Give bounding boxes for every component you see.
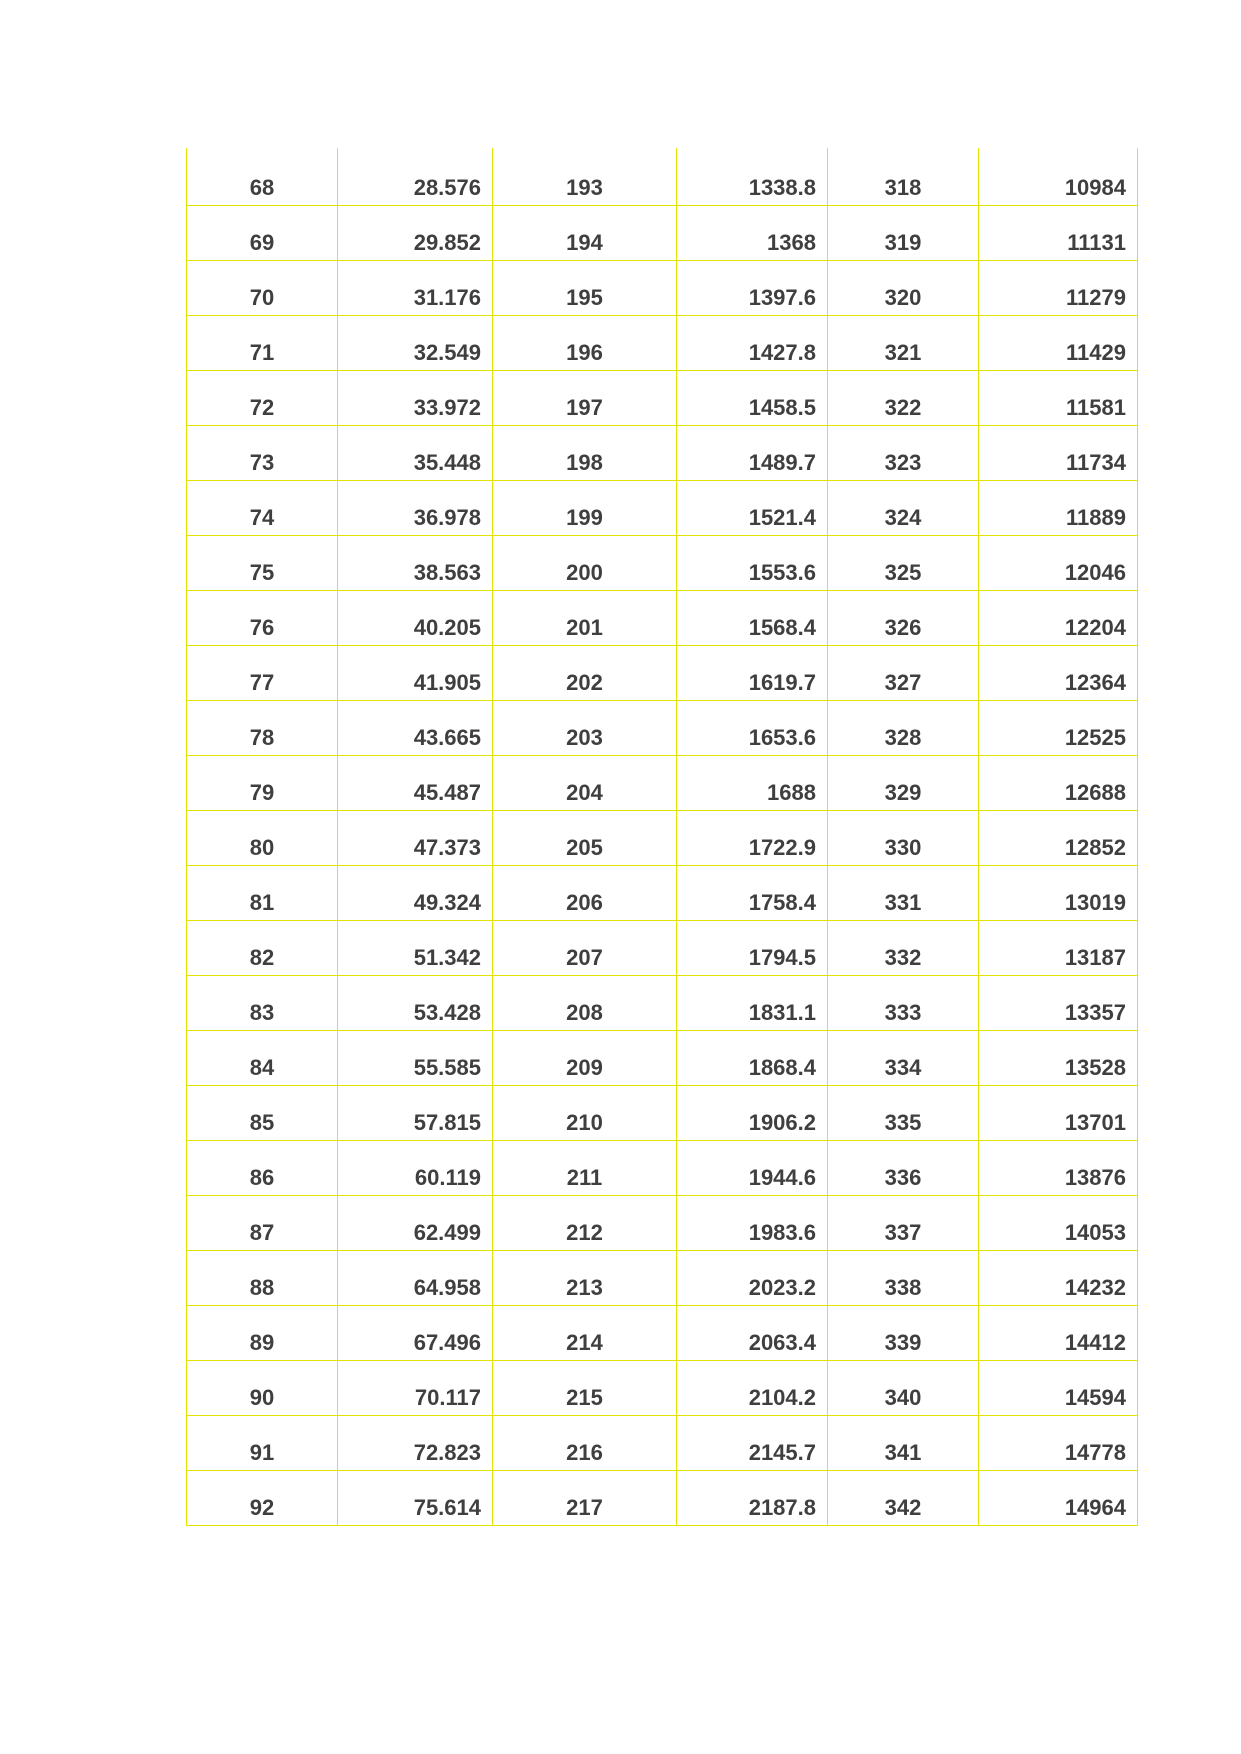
table-cell-col-f: 11131	[979, 205, 1138, 260]
table-cell-col-d: 2023.2	[677, 1250, 828, 1305]
table-cell-col-b: 47.373	[338, 810, 493, 865]
table-body	[187, 148, 1138, 1525]
table-cell-col-e: 330	[828, 810, 979, 865]
table-cell-col-c: 198	[493, 425, 677, 480]
table-cell-col-f: 11279	[979, 260, 1138, 315]
table-cell-col-e: 328	[828, 700, 979, 755]
table-cell-col-c: 203	[493, 700, 677, 755]
table-cell-col-d: 1489.7	[677, 425, 828, 480]
table-cell-col-e: 335	[828, 1085, 979, 1140]
table-cell-col-e: 340	[828, 1360, 979, 1415]
table-row	[187, 1085, 1138, 1140]
table-cell-col-d: 1868.4	[677, 1030, 828, 1085]
table-cell-col-b: 49.324	[338, 865, 493, 920]
table-cell-col-c: 194	[493, 205, 677, 260]
table-cell-col-f: 13876	[979, 1140, 1138, 1195]
table-cell-col-a: 82	[187, 920, 338, 975]
table-row	[187, 1250, 1138, 1305]
table-cell-col-c: 206	[493, 865, 677, 920]
table-cell-col-b: 40.205	[338, 590, 493, 645]
table-cell-col-a: 89	[187, 1305, 338, 1360]
table-cell-col-a: 83	[187, 975, 338, 1030]
table-cell-col-f: 12688	[979, 755, 1138, 810]
table-cell-col-f: 11581	[979, 370, 1138, 425]
table-row	[187, 975, 1138, 1030]
table-cell-col-c: 193	[493, 148, 677, 205]
table-cell-col-d: 2187.8	[677, 1470, 828, 1525]
table-cell-col-e: 326	[828, 590, 979, 645]
table-cell-col-e: 327	[828, 645, 979, 700]
table-cell-col-c: 199	[493, 480, 677, 535]
table-cell-col-f: 12852	[979, 810, 1138, 865]
table-cell-col-d: 1619.7	[677, 645, 828, 700]
table-cell-col-c: 214	[493, 1305, 677, 1360]
table-cell-col-c: 208	[493, 975, 677, 1030]
table-cell-col-e: 320	[828, 260, 979, 315]
table-row	[187, 315, 1138, 370]
table-cell-col-e: 318	[828, 148, 979, 205]
table-cell-col-c: 197	[493, 370, 677, 425]
table-cell-col-d: 1553.6	[677, 535, 828, 590]
table-cell-col-f: 13019	[979, 865, 1138, 920]
table-row	[187, 535, 1138, 590]
table-cell-col-c: 201	[493, 590, 677, 645]
table-cell-col-d: 1427.8	[677, 315, 828, 370]
table-cell-col-f: 12046	[979, 535, 1138, 590]
table-cell-col-b: 45.487	[338, 755, 493, 810]
table-cell-col-d: 1338.8	[677, 148, 828, 205]
table-cell-col-f: 13528	[979, 1030, 1138, 1085]
table-cell-col-c: 216	[493, 1415, 677, 1470]
table-row	[187, 425, 1138, 480]
table-cell-col-c: 215	[493, 1360, 677, 1415]
table-cell-col-e: 329	[828, 755, 979, 810]
table-cell-col-b: 41.905	[338, 645, 493, 700]
table-cell-col-a: 73	[187, 425, 338, 480]
table-cell-col-a: 74	[187, 480, 338, 535]
table-cell-col-a: 72	[187, 370, 338, 425]
table-cell-col-b: 57.815	[338, 1085, 493, 1140]
table-cell-col-a: 77	[187, 645, 338, 700]
table-cell-col-b: 28.576	[338, 148, 493, 205]
table-cell-col-b: 60.119	[338, 1140, 493, 1195]
table-cell-col-b: 62.499	[338, 1195, 493, 1250]
table-cell-col-a: 68	[187, 148, 338, 205]
table-cell-col-e: 324	[828, 480, 979, 535]
table-row	[187, 1415, 1138, 1470]
table-cell-col-d: 1568.4	[677, 590, 828, 645]
table-cell-col-d: 1906.2	[677, 1085, 828, 1140]
table-cell-col-e: 336	[828, 1140, 979, 1195]
table-cell-col-b: 64.958	[338, 1250, 493, 1305]
table-cell-col-e: 331	[828, 865, 979, 920]
table-row	[187, 205, 1138, 260]
table-cell-col-d: 1458.5	[677, 370, 828, 425]
table-cell-col-b: 36.978	[338, 480, 493, 535]
table-cell-col-c: 207	[493, 920, 677, 975]
table-row	[187, 260, 1138, 315]
table-cell-col-b: 38.563	[338, 535, 493, 590]
table-row	[187, 1195, 1138, 1250]
table-cell-col-f: 14053	[979, 1195, 1138, 1250]
table-cell-col-b: 35.448	[338, 425, 493, 480]
table-cell-col-e: 342	[828, 1470, 979, 1525]
table-cell-col-a: 71	[187, 315, 338, 370]
table-cell-col-d: 1521.4	[677, 480, 828, 535]
table-row	[187, 370, 1138, 425]
table-cell-col-a: 81	[187, 865, 338, 920]
table-cell-col-b: 55.585	[338, 1030, 493, 1085]
table-cell-col-a: 92	[187, 1470, 338, 1525]
table-cell-col-e: 338	[828, 1250, 979, 1305]
table-cell-col-a: 91	[187, 1415, 338, 1470]
table-cell-col-e: 334	[828, 1030, 979, 1085]
table-row	[187, 1305, 1138, 1360]
table-cell-col-c: 195	[493, 260, 677, 315]
table-cell-col-f: 10984	[979, 148, 1138, 205]
table-cell-col-c: 212	[493, 1195, 677, 1250]
table-row	[187, 700, 1138, 755]
table-row	[187, 148, 1138, 205]
table-cell-col-f: 11889	[979, 480, 1138, 535]
table-cell-col-d: 1794.5	[677, 920, 828, 975]
table-cell-col-b: 67.496	[338, 1305, 493, 1360]
table-cell-col-d: 1758.4	[677, 865, 828, 920]
table-cell-col-f: 14594	[979, 1360, 1138, 1415]
table-cell-col-d: 1688	[677, 755, 828, 810]
table-cell-col-a: 85	[187, 1085, 338, 1140]
table-row	[187, 480, 1138, 535]
table-cell-col-e: 323	[828, 425, 979, 480]
table-row	[187, 590, 1138, 645]
table-cell-col-e: 337	[828, 1195, 979, 1250]
table-cell-col-d: 1983.6	[677, 1195, 828, 1250]
table-cell-col-a: 76	[187, 590, 338, 645]
table-cell-col-f: 13357	[979, 975, 1138, 1030]
table-cell-col-b: 43.665	[338, 700, 493, 755]
table-cell-col-f: 14964	[979, 1470, 1138, 1525]
table-row	[187, 1140, 1138, 1195]
table-cell-col-e: 319	[828, 205, 979, 260]
table-cell-col-b: 72.823	[338, 1415, 493, 1470]
table-row	[187, 865, 1138, 920]
table-cell-col-f: 11429	[979, 315, 1138, 370]
table-cell-col-f: 14778	[979, 1415, 1138, 1470]
table-cell-col-f: 12525	[979, 700, 1138, 755]
table-cell-col-d: 1831.1	[677, 975, 828, 1030]
table-cell-col-a: 84	[187, 1030, 338, 1085]
table-cell-col-c: 204	[493, 755, 677, 810]
table-cell-col-c: 196	[493, 315, 677, 370]
table-cell-col-a: 90	[187, 1360, 338, 1415]
table-cell-col-a: 69	[187, 205, 338, 260]
data-table	[186, 148, 1138, 1526]
table-row	[187, 755, 1138, 810]
table-cell-col-f: 11734	[979, 425, 1138, 480]
table-cell-col-c: 213	[493, 1250, 677, 1305]
table-cell-col-c: 217	[493, 1470, 677, 1525]
table-cell-col-f: 12204	[979, 590, 1138, 645]
table-cell-col-d: 1368	[677, 205, 828, 260]
table-cell-col-a: 80	[187, 810, 338, 865]
table-cell-col-e: 333	[828, 975, 979, 1030]
table-cell-col-a: 78	[187, 700, 338, 755]
table-row	[187, 645, 1138, 700]
table-cell-col-b: 33.972	[338, 370, 493, 425]
table-cell-col-d: 1397.6	[677, 260, 828, 315]
table-cell-col-b: 75.614	[338, 1470, 493, 1525]
table-row	[187, 1030, 1138, 1085]
table-cell-col-b: 53.428	[338, 975, 493, 1030]
table-cell-col-d: 2104.2	[677, 1360, 828, 1415]
table-cell-col-b: 70.117	[338, 1360, 493, 1415]
table-row	[187, 810, 1138, 865]
table-cell-col-e: 321	[828, 315, 979, 370]
table-cell-col-d: 2145.7	[677, 1415, 828, 1470]
table-cell-col-f: 13187	[979, 920, 1138, 975]
table-cell-col-c: 202	[493, 645, 677, 700]
table-cell-col-f: 13701	[979, 1085, 1138, 1140]
table-cell-col-a: 79	[187, 755, 338, 810]
table-cell-col-b: 32.549	[338, 315, 493, 370]
table-cell-col-a: 75	[187, 535, 338, 590]
table-cell-col-a: 86	[187, 1140, 338, 1195]
table-cell-col-c: 200	[493, 535, 677, 590]
table-cell-col-c: 209	[493, 1030, 677, 1085]
table-row	[187, 1470, 1138, 1525]
table-cell-col-f: 12364	[979, 645, 1138, 700]
table-cell-col-e: 322	[828, 370, 979, 425]
table-cell-col-b: 51.342	[338, 920, 493, 975]
table-cell-col-d: 1653.6	[677, 700, 828, 755]
table-cell-col-c: 211	[493, 1140, 677, 1195]
table-cell-col-d: 1944.6	[677, 1140, 828, 1195]
table-cell-col-e: 325	[828, 535, 979, 590]
table-row	[187, 920, 1138, 975]
table-cell-col-e: 341	[828, 1415, 979, 1470]
table-cell-col-f: 14412	[979, 1305, 1138, 1360]
table-cell-col-b: 31.176	[338, 260, 493, 315]
table-cell-col-d: 2063.4	[677, 1305, 828, 1360]
table-cell-col-a: 70	[187, 260, 338, 315]
table-cell-col-c: 205	[493, 810, 677, 865]
table-cell-col-c: 210	[493, 1085, 677, 1140]
table-cell-col-d: 1722.9	[677, 810, 828, 865]
table-cell-col-a: 87	[187, 1195, 338, 1250]
table-row	[187, 1360, 1138, 1415]
table-cell-col-e: 332	[828, 920, 979, 975]
table-cell-col-e: 339	[828, 1305, 979, 1360]
table-cell-col-f: 14232	[979, 1250, 1138, 1305]
table-cell-col-a: 88	[187, 1250, 338, 1305]
table-cell-col-b: 29.852	[338, 205, 493, 260]
